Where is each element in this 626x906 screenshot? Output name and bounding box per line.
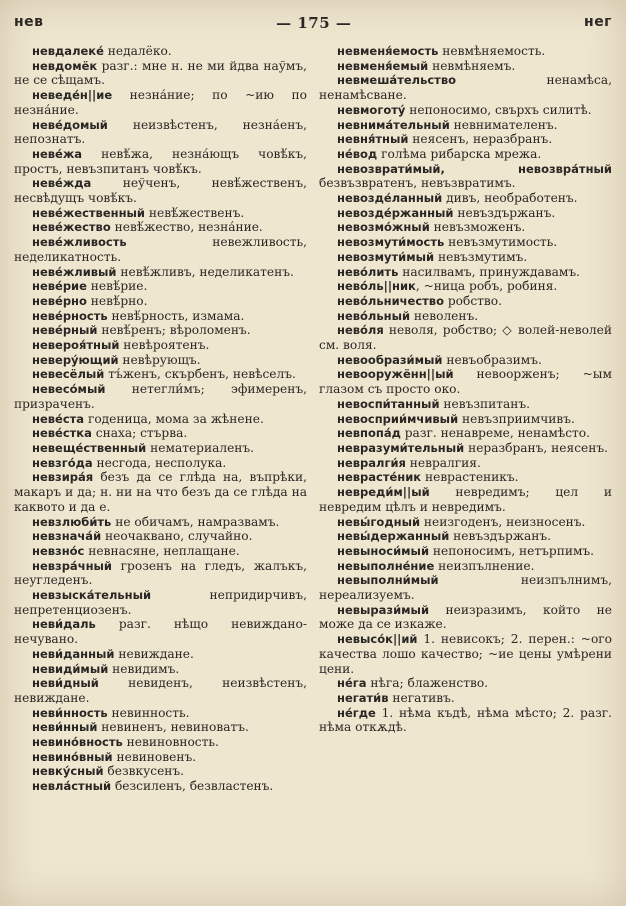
dictionary-entry xyxy=(14,720,307,735)
entry-definition: невъзмутимъ. xyxy=(434,249,528,264)
entry-definition: невиждане. xyxy=(114,646,194,661)
dictionary-entry xyxy=(319,456,612,471)
dictionary-entry xyxy=(319,515,612,530)
entry-definition: невъздържанъ. xyxy=(453,205,556,220)
entry-headword: невзлюби́ть xyxy=(32,514,112,529)
dictionary-entry xyxy=(319,470,612,485)
dictionary-entry xyxy=(319,309,612,324)
entry-headword: невралги́я xyxy=(337,455,406,470)
entry-headword: невеще́ственный xyxy=(32,440,147,455)
dictionary-entry xyxy=(14,544,307,559)
dictionary-entry xyxy=(319,250,612,265)
entry-headword: неви́дный xyxy=(32,676,99,691)
entry-definition: грозенъ на гледъ, жалъкъ, неугледенъ. xyxy=(14,558,307,588)
entry-definition: невѣ́жественъ. xyxy=(144,205,245,220)
entry-headword: невку́сный xyxy=(32,764,104,779)
entry-headword: невзно́с xyxy=(32,543,85,558)
entry-definition: непридирчивъ, непретенциозенъ. xyxy=(14,588,307,617)
entry-definition: недалёко. xyxy=(103,44,172,58)
entry-headword: невпопа́д xyxy=(337,426,401,441)
entry-definition: неўченъ, невѣ́жественъ, несвѣдущъ човѣ́къ. xyxy=(14,176,307,206)
entry-definition: снаха; стърва. xyxy=(91,426,188,441)
entry-headword: невзра́чный xyxy=(32,558,112,573)
entry-headword: невозврати́мый, невозвра́тный xyxy=(337,161,612,176)
entry-definition: нетегли́мъ; эфимеренъ, призраченъ. xyxy=(14,382,307,411)
entry-definition: невнимателенъ. xyxy=(449,117,558,132)
entry-headword: невырази́мый xyxy=(337,602,430,617)
dictionary-entry xyxy=(319,412,612,427)
entry-headword: нево́ль||ник xyxy=(337,279,416,294)
dictionary-entry xyxy=(319,206,612,221)
entry-headword: невесёлый xyxy=(32,367,105,382)
entry-definition: неизпълнимъ, нереализуемъ. xyxy=(319,573,612,603)
entry-headword: неве́жество xyxy=(32,220,111,235)
entry-definition: невиновенъ. xyxy=(112,749,197,764)
entry-definition: невмѣняемость. xyxy=(438,44,546,58)
entry-headword: не́га xyxy=(337,676,367,691)
dictionary-entry xyxy=(14,647,307,662)
entry-definition: непоносимо, свърхъ силитѣ. xyxy=(405,102,592,117)
entry-headword: неви́нный xyxy=(32,720,98,735)
entry-definition: невѣ́ренъ; вѣроломенъ. xyxy=(97,323,251,338)
entry-definition: нематериаленъ. xyxy=(146,440,255,455)
dictionary-entry xyxy=(14,750,307,765)
dictionary-entry xyxy=(319,59,612,74)
dictionary-entry xyxy=(319,323,612,352)
entry-headword: не́вод xyxy=(337,146,378,161)
dictionary-entry xyxy=(14,353,307,368)
dictionary-entry xyxy=(319,294,612,309)
entry-definition: невъзприимчивъ. xyxy=(458,411,575,426)
dictionary-entry xyxy=(319,162,612,191)
dictionary-entry xyxy=(14,529,307,544)
entry-headword: невмоготу́ xyxy=(337,102,406,117)
dictionary-entry xyxy=(14,235,307,264)
entry-headword: неве́домый xyxy=(32,117,108,132)
entry-definition: невъзпитанъ. xyxy=(439,396,531,411)
running-head-left: нев xyxy=(14,14,44,30)
dictionary-entry xyxy=(14,515,307,530)
running-head-right: нег xyxy=(584,14,612,30)
entry-headword: невдомёк xyxy=(32,58,98,73)
dictionary-entry xyxy=(319,632,612,676)
dictionary-entry xyxy=(319,603,612,632)
entry-definition: безвъзвратенъ, невъзвратимъ. xyxy=(319,176,516,191)
entry-definition: невъздържанъ. xyxy=(449,529,552,544)
entry-headword: невозмути́мость xyxy=(337,235,445,250)
dictionary-entry xyxy=(319,573,612,602)
dictionary-entry xyxy=(14,559,307,588)
entry-headword: не́где xyxy=(337,705,376,720)
entry-definition: неочаквано, случайно. xyxy=(101,529,253,544)
dictionary-entry xyxy=(14,382,307,411)
entry-headword: нево́лить xyxy=(337,264,399,279)
dictionary-entry xyxy=(319,529,612,544)
entry-definition: невидимъ. xyxy=(108,661,180,676)
entry-definition: годеница, мома за жѣнене. xyxy=(84,411,264,426)
dictionary-entry xyxy=(14,118,307,147)
entry-headword: невино́вность xyxy=(32,735,123,750)
entry-headword: неведе́н||ие xyxy=(32,88,113,103)
entry-definition: разг. нѣщо невиждано-нечувано. xyxy=(14,617,307,647)
entry-headword: неве́жественный xyxy=(32,205,145,220)
entry-definition: разг. ненавреме, ненамѣсто. xyxy=(400,426,590,441)
entry-headword: невы́держанный xyxy=(337,529,450,544)
dictionary-entry xyxy=(319,676,612,691)
entry-headword: невнима́тельный xyxy=(337,117,450,132)
dictionary-entry xyxy=(14,456,307,471)
entry-definition: незна́ние; по ~ию по незна́ние. xyxy=(14,88,307,117)
entry-headword: невня́тный xyxy=(337,132,409,147)
dictionary-entry xyxy=(14,735,307,750)
entry-headword: неве́рно xyxy=(32,293,87,308)
entry-headword: невла́стный xyxy=(32,779,112,794)
dictionary-entry xyxy=(319,103,612,118)
entry-headword: нево́ля xyxy=(337,323,384,338)
entry-definition: дивъ, необработенъ. xyxy=(442,191,578,206)
dictionary-entry xyxy=(14,662,307,677)
entry-headword: невозмути́мый xyxy=(337,249,435,264)
dictionary-entry xyxy=(14,59,307,88)
dictionary-entry xyxy=(14,88,307,117)
entry-definition: несгода, несполука. xyxy=(92,455,227,470)
dictionary-entry xyxy=(319,279,612,294)
dictionary-entry xyxy=(319,118,612,133)
entry-definition: негативъ. xyxy=(388,690,455,705)
dictionary-entry xyxy=(14,279,307,294)
entry-definition: невѣ́рность, измама. xyxy=(107,308,245,323)
entry-headword: невменя́емый xyxy=(337,58,429,73)
dictionary-entry xyxy=(319,265,612,280)
page-number: — 175 — xyxy=(276,14,352,32)
entry-definition: невредимъ; цел и невредим цѣлъ и невредимъ. xyxy=(319,485,612,514)
left-column xyxy=(14,44,307,794)
entry-definition: невоорженъ; ~ым глазом съ просто око. xyxy=(319,367,612,397)
entry-definition: неволенъ. xyxy=(410,308,479,323)
entry-definition: непоносимъ, нетърпимъ. xyxy=(429,543,595,558)
entry-definition: неразбранъ, неясенъ. xyxy=(464,440,608,455)
dictionary-entry xyxy=(319,147,612,162)
dictionary-entry xyxy=(319,706,612,735)
entry-definition: 1. нѣма къдѣ, нѣма мѣсто; 2. разг. нѣма откѫдѣ. xyxy=(319,705,612,735)
entry-headword: невозде́ланный xyxy=(337,191,443,206)
entry-headword: нево́льный xyxy=(337,308,411,323)
dictionary-entry xyxy=(319,544,612,559)
dictionary-entry xyxy=(319,73,612,102)
entry-definition: безсиленъ, безвластенъ. xyxy=(111,779,274,794)
entry-headword: невозмо́жный xyxy=(337,220,430,235)
entry-headword: невесо́мый xyxy=(32,382,106,397)
dictionary-entry xyxy=(319,691,612,706)
entry-definition: невмѣняемъ. xyxy=(428,58,516,73)
entry-headword: неве́стка xyxy=(32,426,92,441)
entry-definition: невъобразимъ. xyxy=(442,352,542,367)
entry-definition: робство. xyxy=(443,293,502,308)
entry-definition: невѣроятенъ. xyxy=(119,338,210,353)
dictionary-entry xyxy=(14,441,307,456)
dictionary-entry xyxy=(319,441,612,456)
entry-headword: неве́жливость xyxy=(32,235,127,250)
entry-definition: разг.: мне н. не ми йдва наўмъ, не се сѣщамъ. xyxy=(14,58,307,88)
dictionary-entry xyxy=(319,235,612,250)
entry-headword: неве́жливый xyxy=(32,264,117,279)
dictionary-entry xyxy=(14,294,307,309)
dictionary-entry xyxy=(14,206,307,221)
dictionary-entry xyxy=(319,426,612,441)
entry-definition: , ~ница робъ, робиня. xyxy=(415,279,558,294)
dictionary-entry xyxy=(14,367,307,382)
entry-definition: невѣ́жливъ, неделикатенъ. xyxy=(116,264,294,279)
dictionary-entry xyxy=(14,676,307,705)
entry-definition: невиновность. xyxy=(122,735,219,750)
entry-headword: невреди́м||ый xyxy=(337,485,430,500)
entry-definition: нѣга; блаженство. xyxy=(366,676,489,691)
entry-headword: невооружённ||ый xyxy=(337,367,454,382)
dictionary-entry xyxy=(14,338,307,353)
entry-headword: невиди́мый xyxy=(32,661,109,676)
dictionary-entry xyxy=(319,132,612,147)
entry-headword: невыноси́мый xyxy=(337,543,429,558)
dictionary-entry xyxy=(319,220,612,235)
dictionary-entry xyxy=(319,485,612,514)
dictionary-entry xyxy=(14,470,307,514)
entry-headword: невмеша́тельство xyxy=(337,73,457,88)
dictionary-entry xyxy=(14,323,307,338)
dictionary-entry xyxy=(319,559,612,574)
entry-headword: неве́ста xyxy=(32,411,85,426)
entry-definition: 1. невисокъ; 2. перен.: ~ого качества лошо качество; ~ие цены умѣрени цени. xyxy=(319,632,612,676)
entry-definition: невъзможенъ. xyxy=(429,220,526,235)
entry-definition: не обичамъ, намразвамъ. xyxy=(111,514,280,529)
entry-headword: невзира́я xyxy=(32,470,94,485)
dictionary-entry xyxy=(14,764,307,779)
entry-definition: неизвѣстенъ, незна́енъ, непознатъ. xyxy=(14,117,307,147)
dictionary-entry xyxy=(14,147,307,176)
entry-headword: невыполне́ние xyxy=(337,558,435,573)
entry-definition: неясенъ, неразбранъ. xyxy=(408,132,553,147)
entry-definition: невъзмутимость. xyxy=(444,235,558,250)
dictionary-entry xyxy=(14,779,307,794)
entry-definition: ненамѣса, ненамѣсване. xyxy=(319,73,612,103)
entry-headword: невзнача́й xyxy=(32,529,102,544)
entry-definition: невѣ́рие. xyxy=(86,279,148,294)
dictionary-entry xyxy=(319,353,612,368)
entry-headword: невероя́тный xyxy=(32,338,120,353)
entry-headword: невзго́да xyxy=(32,455,93,470)
dictionary-entry xyxy=(14,265,307,280)
entry-definition: безъ да се глѣда на, въпрѣки, макаръ и да; н. ни на что безъ да се глѣда на каквото и да е. xyxy=(14,470,307,514)
entry-definition: неизразимъ, който не може да се изкаже. xyxy=(319,602,612,632)
dictionary-entry xyxy=(319,397,612,412)
dictionary-entry xyxy=(319,367,612,396)
entry-definition: безвкусенъ. xyxy=(103,764,185,779)
dictionary-entry xyxy=(14,176,307,205)
entry-headword: неве́рный xyxy=(32,323,98,338)
entry-definition: голѣма рибарска мрежа. xyxy=(377,146,542,161)
dictionary-entry xyxy=(14,706,307,721)
entry-headword: неве́рие xyxy=(32,279,87,294)
entry-headword: неврасте́ник xyxy=(337,470,422,485)
page-header xyxy=(14,14,612,38)
entry-definition: невѣ́жа, незна́ющъ човѣ́къ, простъ, невъзпитанъ човѣ́къ. xyxy=(14,146,307,176)
entry-headword: неви́нность xyxy=(32,705,108,720)
dictionary-entry xyxy=(14,588,307,617)
entry-headword: невоспи́танный xyxy=(337,396,440,411)
dictionary-entry xyxy=(14,44,307,59)
entry-definition: неволя, робство; ◇ волей-неволей см. воля. xyxy=(319,323,612,353)
entry-definition: тъ́женъ, скърбенъ, невѣселъ. xyxy=(104,367,296,382)
dictionary-entry xyxy=(319,44,612,59)
entry-definition: неизгоденъ, неизносенъ. xyxy=(420,514,586,529)
entry-definition: невѣ́жество, незна́ние. xyxy=(110,220,263,235)
entry-headword: неве́рность xyxy=(32,308,108,323)
entry-headword: невосприи́мчивый xyxy=(337,411,459,426)
entry-definition: невралгия. xyxy=(405,455,481,470)
entry-headword: невразуми́тельный xyxy=(337,440,465,455)
entry-headword: неве́жа xyxy=(32,146,83,161)
entry-definition: невѣрующъ. xyxy=(118,352,201,367)
right-column xyxy=(319,44,612,794)
entry-headword: неви́даль xyxy=(32,617,96,632)
entry-definition: неврастеникъ. xyxy=(421,470,519,485)
entry-headword: негати́в xyxy=(337,690,389,705)
entry-definition: невежливость, неделикатность. xyxy=(14,235,307,264)
entry-definition: невиненъ, невиноватъ. xyxy=(97,720,249,735)
dictionary-entry xyxy=(319,191,612,206)
columns xyxy=(14,44,612,794)
entry-headword: невозде́ржанный xyxy=(337,205,454,220)
dictionary-entry xyxy=(14,426,307,441)
entry-headword: нево́льничество xyxy=(337,293,444,308)
entry-definition: невѣ́рно. xyxy=(86,293,148,308)
entry-definition: невиденъ, неизвѣстенъ, невиждане. xyxy=(14,676,307,705)
entry-headword: невы́годный xyxy=(337,514,421,529)
entry-headword: невзыска́тельный xyxy=(32,588,152,603)
entry-headword: невменя́емость xyxy=(337,44,439,58)
entry-definition: неизпълнение. xyxy=(434,558,535,573)
entry-definition: насилвамъ, принуждавамъ. xyxy=(398,264,580,279)
entry-headword: невдалеке́ xyxy=(32,44,104,58)
entry-headword: невообрази́мый xyxy=(337,352,443,367)
entry-headword: неви́данный xyxy=(32,646,115,661)
dictionary-entry xyxy=(14,617,307,646)
entry-definition: невинность. xyxy=(107,705,190,720)
entry-headword: невино́вный xyxy=(32,749,113,764)
entry-headword: неве́жда xyxy=(32,176,92,191)
dictionary-entry xyxy=(14,220,307,235)
entry-headword: неверу́ющий xyxy=(32,352,119,367)
dictionary-entry xyxy=(14,309,307,324)
entry-headword: невысо́к||ий xyxy=(337,632,418,647)
entry-headword: невыполни́мый xyxy=(337,573,439,588)
dictionary-entry xyxy=(14,412,307,427)
entry-definition: невнасяне, неплащане. xyxy=(84,543,240,558)
